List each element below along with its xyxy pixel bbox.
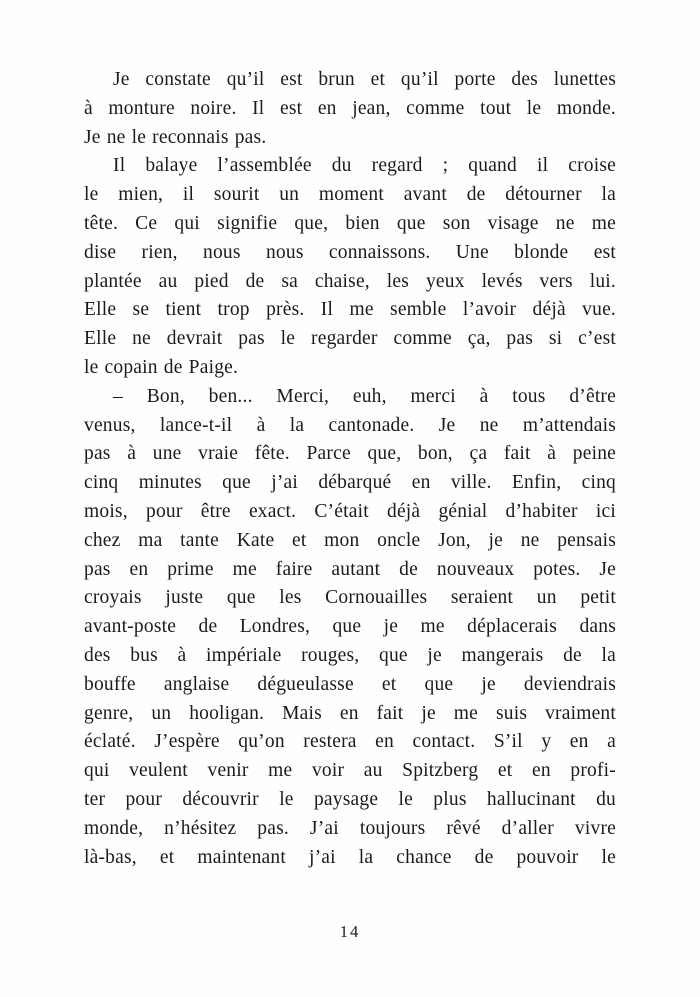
page-text xyxy=(84,66,616,872)
text-line: mois, pour être exact. C’était déjà génial d’habiter ici xyxy=(84,500,616,522)
text-line: cinq minutes que j’ai débarqué en ville. Enfin, cinq xyxy=(84,472,616,494)
text-line: avant-poste de Londres, que je me déplacerais dans xyxy=(84,616,616,638)
text-line: dise rien, nous nous connaissons. Une blonde est xyxy=(84,241,616,263)
text-line: croyais juste que les Cornouailles seraient un petit xyxy=(84,587,616,609)
page-number: 14 xyxy=(339,922,361,941)
text-line: Elle se tient trop près. Il me semble l’avoir déjà vue. xyxy=(84,299,616,321)
text-line: venus, lance-t-il à la cantonade. Je ne m’attendais xyxy=(84,414,616,436)
text-line: pas à une vraie fête. Parce que, bon, ça fait à peine xyxy=(84,443,616,465)
text-line: ter pour découvrir le paysage le plus hallucinant du xyxy=(84,788,616,810)
text-line: qui veulent venir me voir au Spitzberg et en profi- xyxy=(84,760,616,782)
text-line: chez ma tante Kate et mon oncle Jon, je ne pensais xyxy=(84,529,616,551)
text-line: le copain de Paige. xyxy=(84,356,239,378)
text-line: pas en prime me faire autant de nouveaux potes. Je xyxy=(84,558,616,580)
text-line: Je constate qu’il est brun et qu’il porte des lunettes xyxy=(113,69,616,90)
text-line: des bus à impériale rouges, que je mangerais de la xyxy=(84,644,616,666)
text-line: à monture noire. Il est en jean, comme tout le monde. xyxy=(84,97,616,119)
text-line: – Bon, ben... Merci, euh, merci à tous d’être xyxy=(113,385,616,407)
text-line: plantée au pied de sa chaise, les yeux levés vers lui. xyxy=(84,270,616,292)
paragraph xyxy=(84,383,616,873)
text-line: tête. Ce qui signifie que, bien que son visage ne me xyxy=(84,212,616,234)
text-line: le mien, il sourit un moment avant de détourner la xyxy=(84,184,616,206)
text-line: Je ne le reconnais pas. xyxy=(84,126,267,148)
paragraph xyxy=(84,152,616,382)
text-line: là-bas, et maintenant j’ai la chance de pouvoir le xyxy=(84,846,616,868)
text-line: monde, n’hésitez pas. J’ai toujours rêvé d’aller vivre xyxy=(84,817,616,839)
paragraph xyxy=(84,66,616,152)
text-line: éclaté. J’espère qu’on restera en contact. S’il y en a xyxy=(84,731,616,753)
text-line: Il balaye l’assemblée du regard ; quand il croise xyxy=(113,155,616,177)
text-line: bouffe anglaise dégueulasse et que je deviendrais xyxy=(84,673,616,695)
text-line: Elle ne devrait pas le regarder comme ça, pas si c’est xyxy=(84,328,616,350)
text-line: genre, un hooligan. Mais en fait je me suis vraiment xyxy=(84,702,616,724)
